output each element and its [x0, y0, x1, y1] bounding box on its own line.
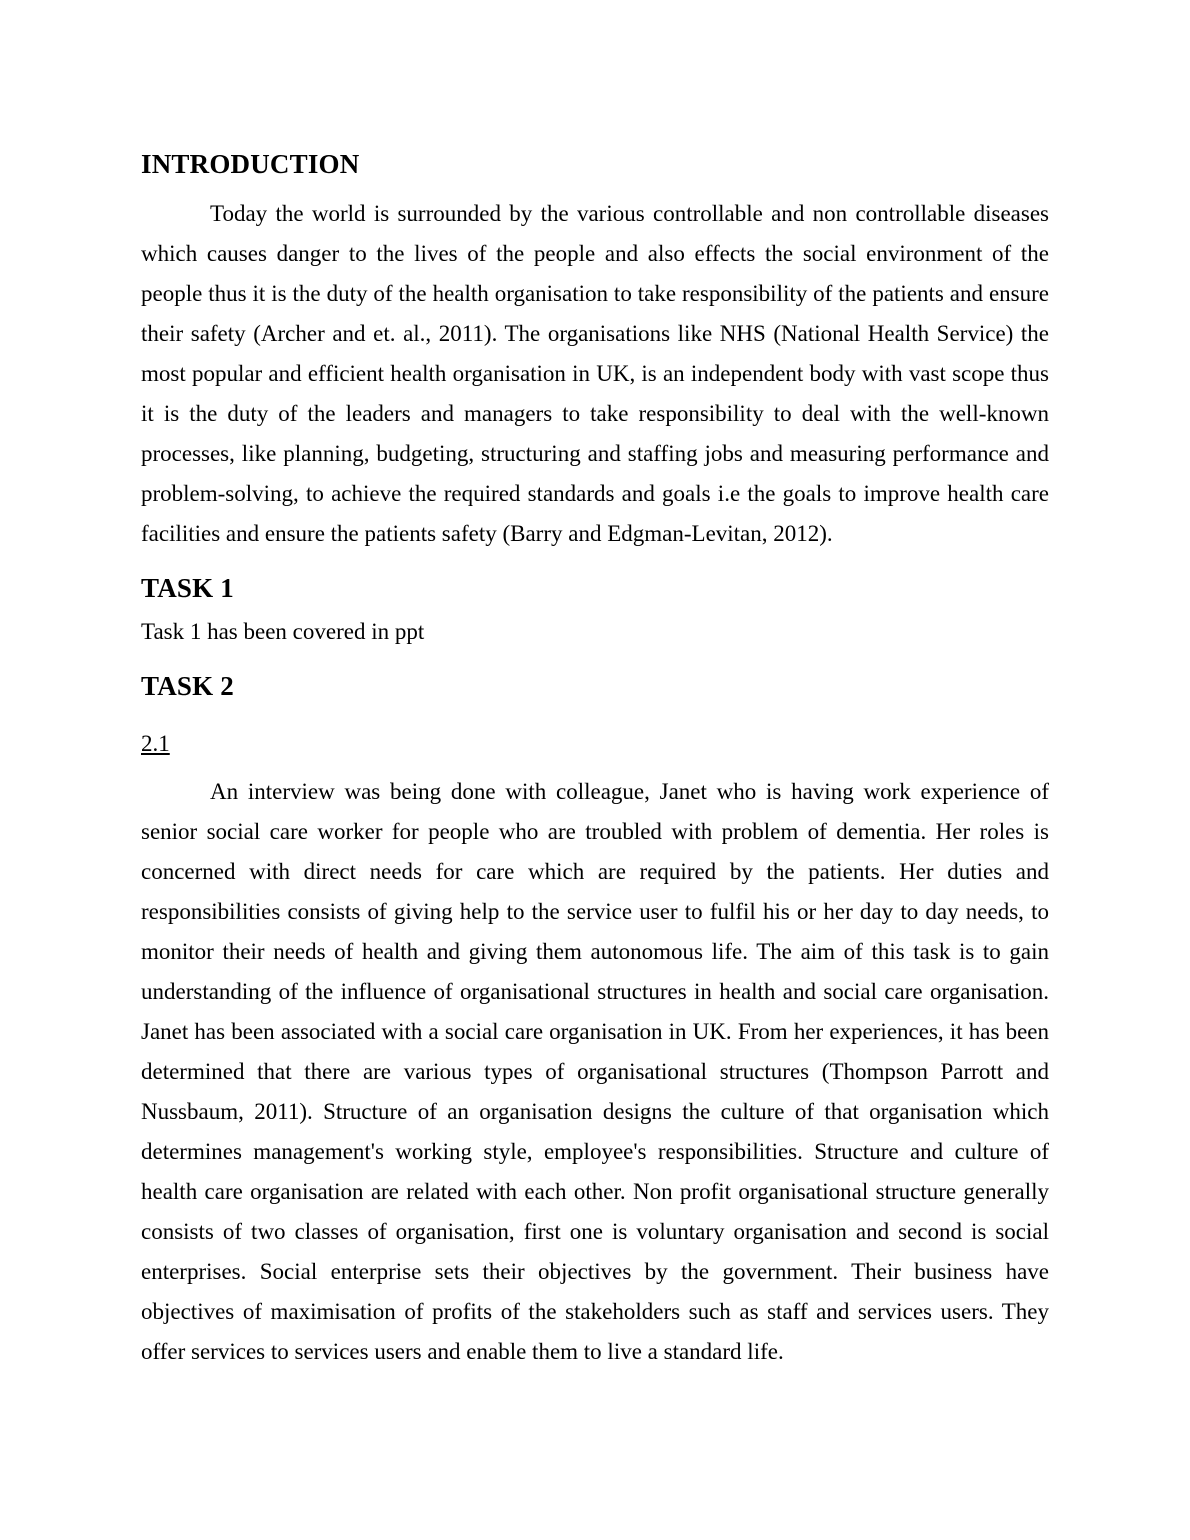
task1-heading: TASK 1 [141, 573, 234, 603]
task1-note: Task 1 has been covered in ppt [141, 619, 425, 644]
task2-heading: TASK 2 [141, 671, 234, 701]
task2-paragraph: An interview was being done with colleague, Janet who is having work experience of senior social care worker for people who are troubled with problem of dementia. Her roles is concerned with direct needs for care which are required by the patients. Her duties and responsibilities consists of giving help to the service user to fulfil his or her day to day needs, to monitor their needs of health and giving them autonomous life. The aim of this task is to gain understanding of the influence of organisational structures in health and social care organisation. Janet has been associated with a social care organisation in UK. From her experiences, it has been determined that there are various types of organisational structures (Thompson Parrott and Nussbaum, 2011). Structure of an organisation designs the culture of that organisation which determines management's working style, employee's responsibilities. Structure and culture of health care organisation are related with each other. Non profit organisational structure generally consists of two classes of organisation, first one is voluntary organisation and second is social enterprises. Social enterprise sets their objectives by the government. Their business have objectives of maximisation of profits of the stakeholders such as staff and services users. They offer services to services users and enable them to live a standard life. [141, 779, 1049, 1364]
section-2-1-row [141, 702, 1049, 764]
intro-paragraph: Today the world is surrounded by the various controllable and non controllable diseases which causes danger to the lives of the people and also effects the social environment of the people thus it is the duty of the health organisation to take responsibility of the patients and ensure their safety (Archer and et. al., 2011). The organisations like NHS (National Health Service) the most popular and efficient health organisation in UK, is an independent body with vast scope thus it is the duty of the leaders and managers to take responsibility to deal with the well-known processes, like planning, budgeting, structuring and staffing jobs and measuring performance and problem-solving, to achieve the required standards and goals i.e the goals to improve health care facilities and ensure the patients safety (Barry and Edgman-Levitan, 2012). [141, 201, 1049, 546]
section-2-1-label: 2.1 [141, 731, 170, 756]
intro-heading: INTRODUCTION [141, 149, 360, 179]
